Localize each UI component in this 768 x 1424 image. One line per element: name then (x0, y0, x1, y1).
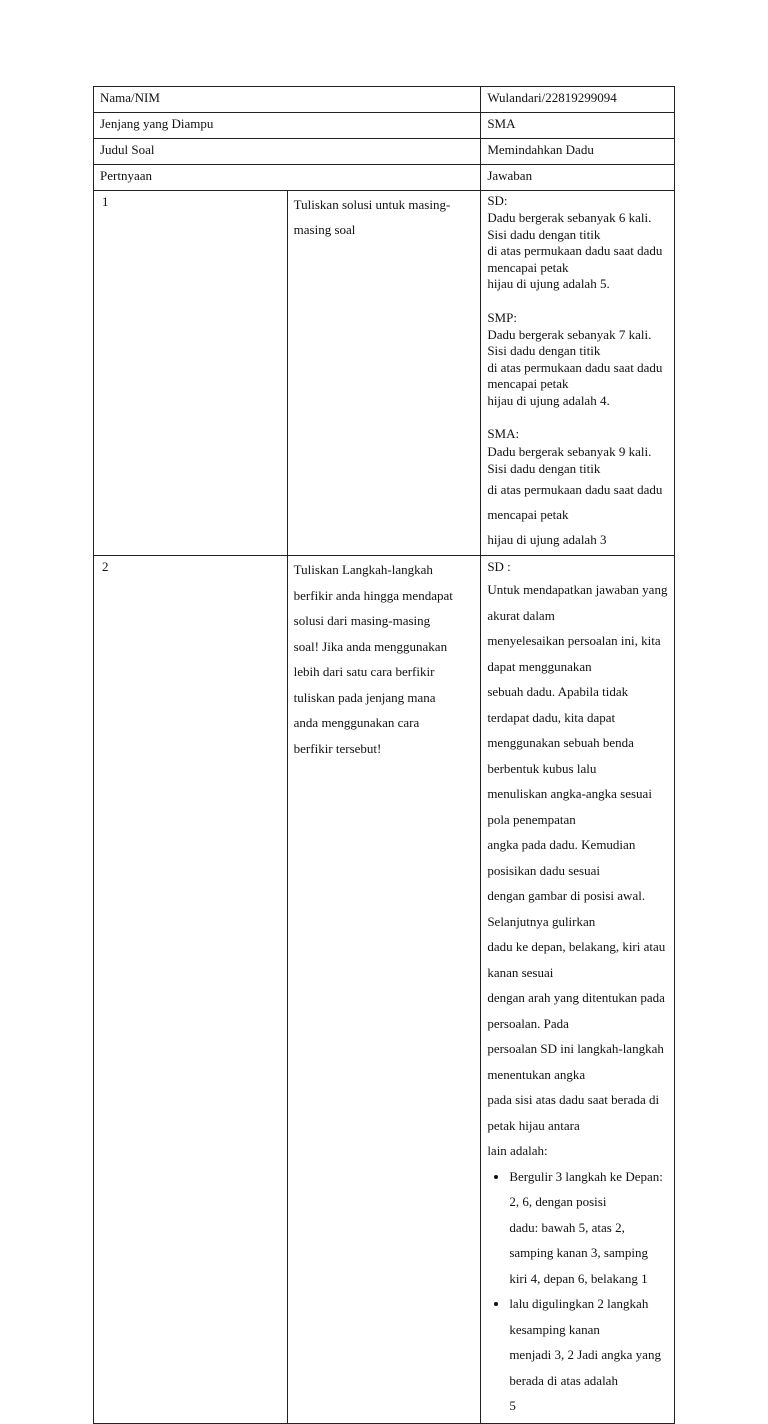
question-text: Tuliskan solusi untuk masing-masing soal (287, 191, 481, 556)
list-item-line: kiri 4, depan 6, belakang 1 (509, 1270, 648, 1286)
answer-line: di atas permukaan dadu saat dadu mencapai petak (487, 482, 663, 522)
header-jawaban: Jawaban (481, 165, 675, 191)
list-item-line: menjadi 3, 2 Jadi angka yang berada di atas adalah (509, 1347, 661, 1388)
answer-line: Dadu bergerak sebanyak 9 kali. Sisi dadu dengan titik (487, 444, 652, 476)
level-label-smp: SMP: (487, 309, 517, 325)
answer-line: Untuk mendapatkan jawaban yang akurat dalam (487, 582, 668, 623)
level-label-sd: SD: (487, 193, 508, 208)
row-question-1 (94, 191, 675, 556)
steps-list (487, 1164, 668, 1419)
list-item (509, 1291, 668, 1419)
answer-line: angka pada dadu. Kemudian posisikan dadu sesuai (487, 837, 636, 878)
row-header (94, 165, 675, 191)
question-number: 1 (94, 191, 288, 556)
answer-paragraph (487, 577, 668, 1164)
answer-line: hijau di ujung adalah 4. (487, 392, 610, 408)
value-jenjang: SMA (481, 113, 675, 139)
answer-table (93, 86, 675, 1424)
answer-line: lain adalah: (487, 1143, 548, 1158)
value-nama-nim: Wulandari/22819299094 (481, 87, 675, 113)
answer-line: hijau di ujung adalah 3 (487, 532, 607, 547)
list-item-line: 5 (509, 1398, 516, 1413)
level-label-sd: SD : (487, 559, 511, 574)
answer-line: hijau di ujung adalah 5. (487, 276, 610, 291)
row-nama-nim (94, 87, 675, 113)
answer-line: menggunakan sebuah benda berbentuk kubus lalu (487, 735, 634, 776)
list-item-line: • Bergulir 3 langkah ke Depan: 2, 6, dengan posisi (509, 1168, 663, 1209)
answer-line: menuliskan angka-angka sesuai pola penempatan (487, 786, 652, 827)
list-item-line: dadu: bawah 5, atas 2, samping kanan 3, samping (509, 1219, 648, 1260)
answer-sd-text (487, 210, 668, 293)
answer-smp-text (487, 327, 668, 410)
answer-sma-section (487, 425, 668, 552)
answer-cell (481, 191, 675, 556)
row-jenjang (94, 113, 675, 139)
label-nama-nim: Nama/NIM (94, 87, 481, 113)
question-line: berfikir anda hingga mendapat (293, 587, 453, 603)
question-line: Tuliskan Langkah-langkah (293, 562, 433, 577)
list-item-line: • lalu digulingkan 2 langkah kesamping kanan (509, 1296, 649, 1337)
answer-line: di atas permukaan dadu saat dadu mencapai petak (487, 243, 663, 275)
question-number: 2 (94, 556, 288, 1424)
spacer (487, 293, 668, 309)
question-line: solusi dari masing-masing (293, 613, 431, 628)
label-judul-soal: Judul Soal (94, 139, 481, 165)
spacer (487, 409, 668, 425)
answer-line: menyelesaikan persoalan ini, kita dapat menggunakan (487, 633, 661, 674)
question-line: lebih dari satu cara berfikir (293, 664, 435, 679)
answer-line: persoalan SD ini langkah-langkah menentukan angka (487, 1041, 664, 1082)
answer-line: dengan gambar di posisi awal. Selanjutnya gulirkan (487, 888, 646, 929)
answer-line: Dadu bergerak sebanyak 7 kali. Sisi dadu dengan titik (487, 326, 652, 358)
answer-cell (481, 556, 675, 1424)
question-text (287, 556, 481, 1424)
question-line: soal! Jika anda menggunakan (293, 638, 448, 654)
header-pertanyaan: Pertnyaan (94, 165, 481, 191)
answer-line: di atas permukaan dadu saat dadu mencapai petak (487, 359, 663, 391)
row-judul-soal (94, 139, 675, 165)
question-line: anda menggunakan cara (293, 715, 420, 730)
list-item (509, 1164, 668, 1292)
answer-line: pada sisi atas dadu saat berada di petak hijau antara (487, 1092, 660, 1133)
answer-sd-section (487, 192, 668, 293)
answer-line: dengan arah yang ditentukan pada persoalan. Pada (487, 990, 665, 1031)
label-jenjang: Jenjang yang Diampu (94, 113, 481, 139)
row-question-2 (94, 556, 675, 1424)
answer-smp-section (487, 309, 668, 410)
answer-line: dadu ke depan, belakang, kiri atau kanan sesuai (487, 939, 666, 980)
answer-line: Dadu bergerak sebanyak 6 kali. Sisi dadu dengan titik (487, 210, 652, 242)
question-line: berfikir tersebut! (293, 740, 382, 756)
value-judul-soal: Memindahkan Dadu (481, 139, 675, 165)
question-line: tuliskan pada jenjang mana (293, 689, 436, 705)
answer-line: sebuah dadu. Apabila tidak terdapat dadu, kita dapat (487, 684, 629, 725)
level-label-sma: SMA: (487, 426, 520, 441)
